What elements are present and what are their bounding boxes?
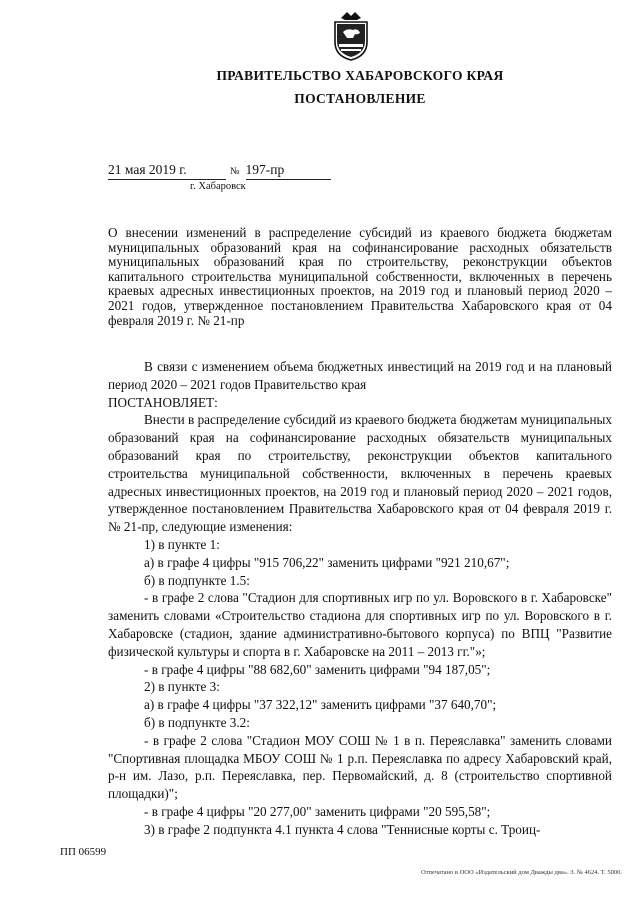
- document-subject: О внесении изменений в распределение субсидий из краевого бюджета бюджетам муниципальных образований края на софинансирование расходных обязательств муниципальных образований края по строительству, реконструкции объектов капитального строительства муниципальной собственности, включенных в перечень краевых адресных инвестиционных проектов, на 2019 год и плановый период 2020 – 2021 годов, утвержденное постановлением Правительства Хабаровского края от 04 февраля 2019 г. № 21-пр: [108, 225, 612, 328]
- paragraph: 3) в графе 2 подпункта 4.1 пункта 4 слова "Теннисные корты с. Троиц-: [144, 821, 541, 837]
- number-label: №: [230, 166, 240, 177]
- paragraph: б) в подпункте 1.5:: [144, 572, 250, 588]
- document-date: 21 мая 2019 г.: [108, 162, 226, 180]
- resolves-heading: ПОСТАНОВЛЯЕТ:: [108, 394, 218, 410]
- paragraph: - в графе 4 цифры "20 277,00" заменить цифрами "20 595,58";: [144, 803, 491, 819]
- city: г. Хабаровск: [190, 181, 246, 192]
- paragraph: а) в графе 4 цифры "915 706,22" заменить цифрами "921 210,67";: [144, 554, 510, 570]
- paragraph: а) в графе 4 цифры "37 322,12" заменить цифрами "37 640,70";: [144, 697, 497, 713]
- coat-of-arms-icon: [331, 8, 371, 62]
- paragraph: 2) в пункте 3:: [144, 679, 220, 695]
- paragraph: Внести в распределение субсидий из краевого бюджета бюджетам муниципальных образований края на софинансирование расходных обязательств муниципальных образований края по строительству, реконструкции объектов капитального строительства муниципальной собственности, включенных в перечень краевых адресных инвестиционных проектов, на 2019 год и плановый период 2020 – 2021 годов, утвержденное постановлением Правительства Хабаровского края от 04 февраля 2019 г. № 21-пр, следующие изменения:: [108, 412, 612, 535]
- document-body: [108, 358, 612, 839]
- paragraph: - в графе 4 цифры "88 682,60" заменить цифрами "94 187,05";: [144, 661, 491, 677]
- government-title: ПРАВИТЕЛЬСТВО ХАБАРОВСКОГО КРАЯ: [216, 68, 504, 83]
- printer-imprint: Отпечатано в ООО «Издательский дом Дважды два». З. № 4624. Т. 5000.: [421, 869, 622, 876]
- paragraph: В связи с изменением объема бюджетных инвестиций на 2019 год и на плановый период 2020 – 2021 годов Правительство края: [108, 359, 612, 392]
- document-code: ПП 06599: [60, 846, 107, 858]
- paragraph: - в графе 2 слова "Стадион для спортивных игр по ул. Воровского в г. Хабаровске" заменить словами «Строительство стадиона для спортивных игр по ул. Воровского в г. Хабаровске (стадион, здание административно-бытового корпуса) по ВПЦ "Развитие физической культуры и спорта в г. Хабаровске на 2011 – 2013 гг."»;: [108, 590, 612, 659]
- date-number-line: [108, 162, 331, 180]
- document-type: ПОСТАНОВЛЕНИЕ: [294, 91, 426, 106]
- paragraph: - в графе 2 слова "Стадион МОУ СОШ № 1 в п. Переяславка" заменить словами "Спортивная площадка МБОУ СОШ № 1 р.п. Переяславка по адресу Хабаровский край, р-н им. Лазо, р.п. Переяславка, пер. Первомайский, д. 8 (строительство спортивной площадки)";: [108, 732, 612, 802]
- document-number: 197-пр: [246, 162, 331, 180]
- paragraph: б) в подпункте 3.2:: [144, 714, 250, 730]
- paragraph: 1) в пункте 1:: [144, 536, 220, 552]
